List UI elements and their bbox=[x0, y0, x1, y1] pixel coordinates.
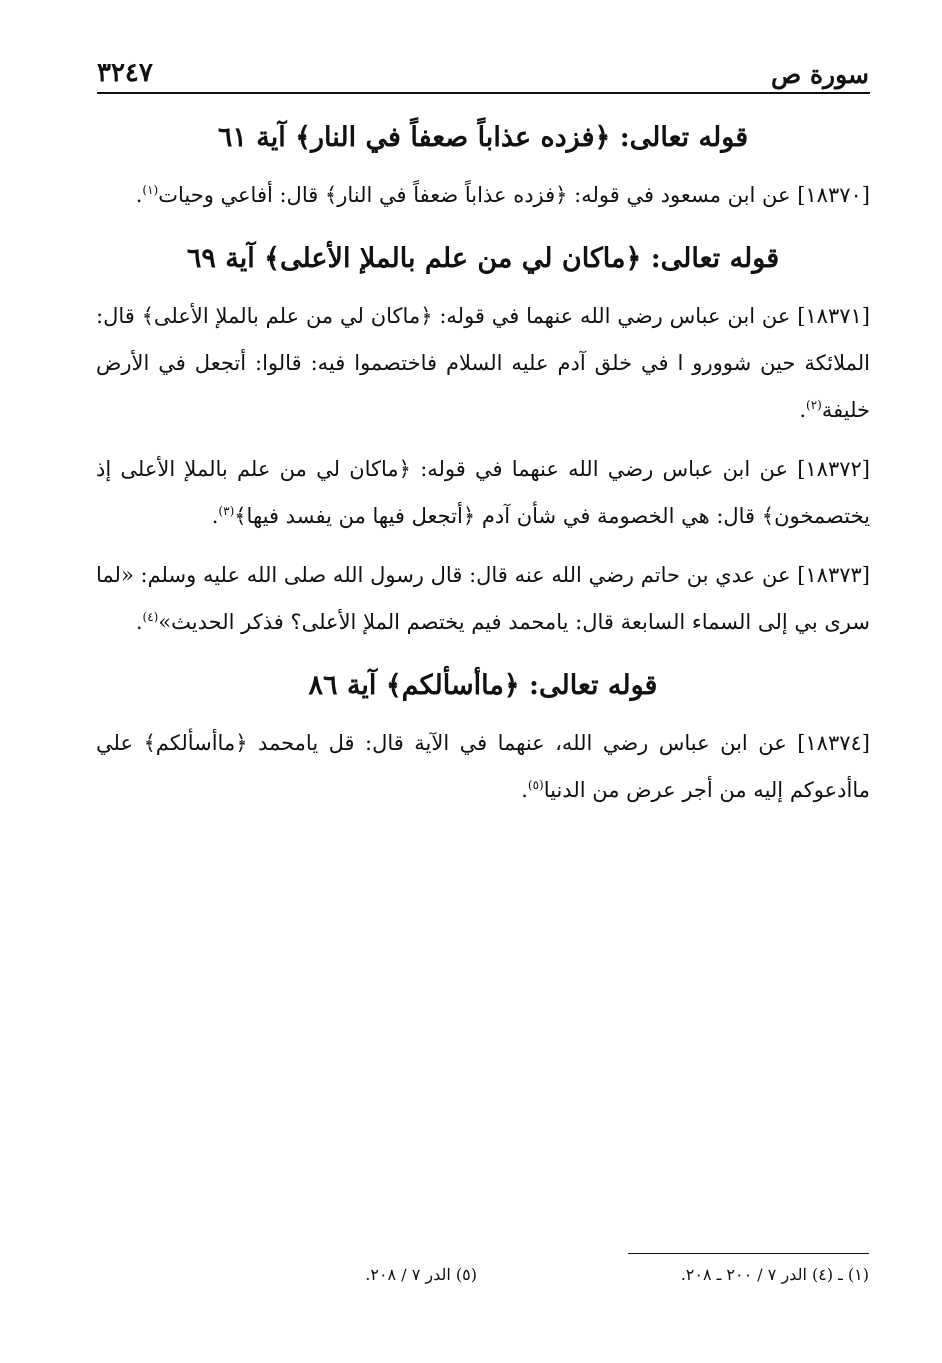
section-heading-ayah-69: قوله تعالى: ﴿ماكان لي من علم بالملإ الأعلى﴾ آية ٦٩ bbox=[186, 243, 780, 274]
footnote-ref: (٢) bbox=[806, 398, 822, 412]
footnote-5: (٥) الدر ٧ / ٢٠٨. bbox=[365, 1265, 477, 1284]
narration-18372: [١٨٣٧٢] عن ابن عباس رضي الله عنهما في قوله: ﴿ماكان لي من علم بالملإ الأعلى إذ يختصمخون﴾ قال: هي الخصومة في شأن آدم ﴿أتجعل فيها من يفسد فيها﴾$^{(٣)}$. bbox=[96, 457, 870, 528]
page-body bbox=[96, 110, 870, 826]
section-heading-ayah-61: قوله تعالى: ﴿فزده عذاباً صعفاً في النار﴾ آية ٦١ bbox=[217, 122, 749, 153]
narration-18373: [١٨٣٧٣] عن عدي بن حاتم رضي الله عنه قال: قال رسول الله صلى الله عليه وسلم: «لما سرى بي إلى السماء السابعة قال: يامحمد فيم يختصم الملإ الأعلى؟ فذكر الحديث»$^{(٤)}$. bbox=[96, 563, 870, 634]
narration-text: [١٨٣٧٣] عن عدي بن حاتم رضي الله عنه قال: قال رسول الله صلى الله عليه وسلم: «لما سرى بي إلى السماء السابعة قال: يامحمد فيم يختصم الملإ الأعلى؟ فذكر الحديث» bbox=[96, 563, 870, 634]
footnote-ref: (٥) bbox=[527, 778, 544, 792]
narration-18374: [١٨٣٧٤] عن ابن عباس رضي الله، عنهما في الآية قال: قل يامحمد ﴿ماأسألكم﴾ علي ماأدعوكم إليه من أجر عرض من الدنيا$^{(٥)}$. bbox=[96, 731, 870, 802]
narration-text: [١٨٣٧٢] عن ابن عباس رضي الله عنهما في قوله: ﴿ماكان لي من علم بالملإ الأعلى إذ يختصمخون﴾ قال: هي الخصومة في شأن آدم ﴿أتجعل فيها من يفسد فيها﴾ bbox=[96, 457, 870, 528]
section-heading-ayah-86: قوله تعالى: ﴿ماأسألكم﴾ آية ٨٦ bbox=[308, 670, 658, 701]
footnote-divider bbox=[628, 1253, 869, 1254]
header-divider bbox=[97, 92, 870, 94]
footnote-ref: (١) bbox=[142, 183, 159, 197]
footnotes bbox=[97, 1262, 869, 1292]
footnote-ref: (٤) bbox=[142, 610, 159, 624]
surah-title: سورة ص bbox=[771, 60, 869, 89]
narration-text: [١٨٣٧٠] عن ابن مسعود في قوله: ﴿فزده عذاباً ضعفاً في النار﴾ قال: أفاعي وحيات bbox=[158, 183, 870, 207]
page-number: ٣٢٤٧ bbox=[97, 58, 153, 88]
narration-18370: [١٨٣٧٠] عن ابن مسعود في قوله: ﴿فزده عذاباً ضعفاً في النار﴾ قال: أفاعي وحيات$^{(١)}$. bbox=[135, 183, 870, 207]
footnote-ref: (٣) bbox=[218, 504, 235, 518]
footnote-1-4: (١) ـ (٤) الدر ٧ / ٢٠٠ ـ ٢٠٨. bbox=[680, 1265, 869, 1284]
page-header bbox=[97, 50, 869, 90]
narration-text: [١٨٣٧٤] عن ابن عباس رضي الله، عنهما في الآية قال: قل يامحمد ﴿ماأسألكم﴾ علي ماأدعوكم إليه من أجر عرض من الدنيا bbox=[96, 731, 870, 802]
narration-18371: [١٨٣٧١] عن ابن عباس رضي الله عنهما في قوله: ﴿ماكان لي من علم بالملإ الأعلى﴾ قال: الملائكة حين شوورو ا في خلق آدم عليه السلام فاختصموا فيه: قالوا: أتجعل في الأرض خليفة$^{(٢)}$. bbox=[96, 304, 870, 422]
narration-text: [١٨٣٧١] عن ابن عباس رضي الله عنهما في قوله: ﴿ماكان لي من علم بالملإ الأعلى﴾ قال: الملائكة حين شوورو ا في خلق آدم عليه السلام فاختصموا فيه: قالوا: أتجعل في الأرض خليفة bbox=[96, 304, 870, 422]
